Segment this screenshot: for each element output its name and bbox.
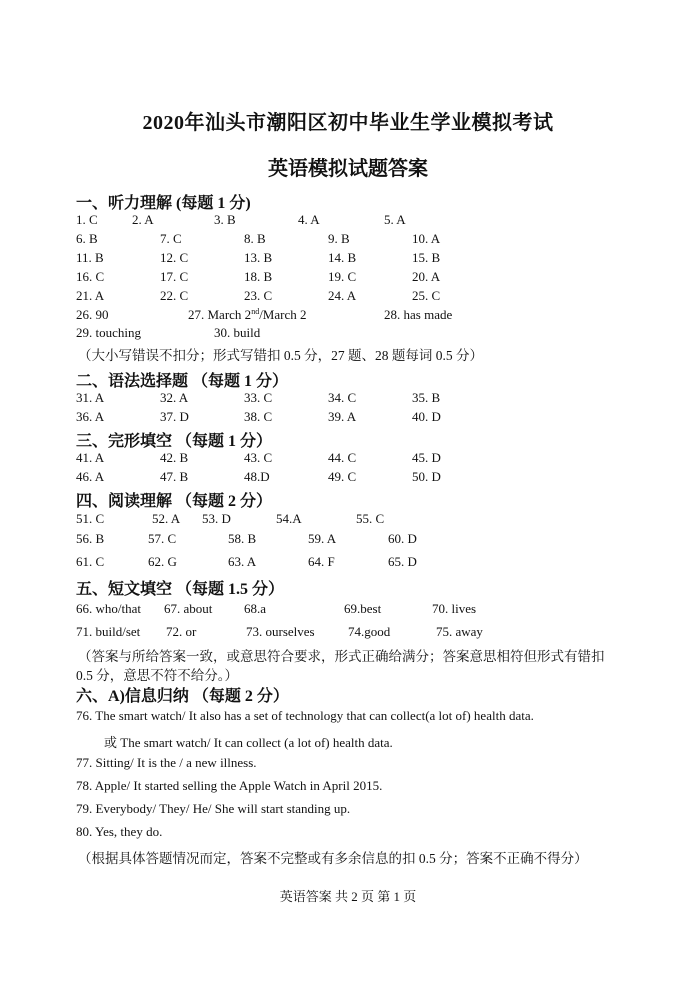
answer-item: 58. B bbox=[228, 531, 257, 546]
answer-item: 41. A bbox=[76, 450, 105, 465]
answer-item: 20. A bbox=[412, 269, 441, 284]
answer-item: 50. D bbox=[412, 469, 441, 484]
answer-item: 47. B bbox=[160, 469, 189, 484]
answer-item: 29. touching bbox=[76, 325, 141, 340]
answer-item: 75. away bbox=[436, 624, 483, 639]
page-footer: 英语答案 共 2 页 第 1 页 bbox=[279, 889, 417, 904]
answer-item: 18. B bbox=[244, 269, 273, 284]
answer-item: 32. A bbox=[160, 390, 189, 405]
scoring-note-cont: 0.5 分，意思不符不给分。） bbox=[76, 668, 238, 683]
scoring-note: （答案与所给答案一致，或意思符合要求，形式正确给满分；答案意思相符但形式有错扣 bbox=[78, 649, 605, 664]
answer-item: 60. D bbox=[388, 531, 417, 546]
answer-item: 52. A bbox=[152, 511, 181, 526]
answer-item: 12. C bbox=[160, 250, 189, 265]
answer-text: 27. March 2 bbox=[188, 307, 252, 322]
page-title: 2020年汕头市潮阳区初中毕业生学业模拟考试 bbox=[142, 112, 554, 134]
answer-item: 71. build/set bbox=[76, 624, 141, 639]
answer-item: 74.good bbox=[348, 624, 391, 639]
answer-item: 66. who/that bbox=[76, 601, 141, 616]
answer-line: 80. Yes, they do. bbox=[76, 824, 163, 839]
answer-item: 69.best bbox=[344, 601, 382, 616]
answer-item: 44. C bbox=[328, 450, 357, 465]
answer-item: 48.D bbox=[244, 469, 270, 484]
answer-item: 73. ourselves bbox=[246, 624, 315, 639]
answer-item: 1. C bbox=[76, 212, 98, 227]
answer-text: /March 2 bbox=[259, 307, 307, 322]
answer-item: 22. C bbox=[160, 288, 189, 303]
answer-item: 10. A bbox=[412, 231, 441, 246]
answer-line: 78. Apple/ It started selling the Apple Watch in April 2015. bbox=[76, 778, 383, 793]
scoring-note: （大小写错误不扣分；形式写错扣 0.5 分，27 题、28 题每词 0.5 分） bbox=[78, 348, 483, 363]
answer-item: 56. B bbox=[76, 531, 105, 546]
answer-item: 28. has made bbox=[384, 307, 453, 322]
answer-item: 46. A bbox=[76, 469, 105, 484]
answer-item: 21. A bbox=[76, 288, 105, 303]
answer-item: 16. C bbox=[76, 269, 105, 284]
answer-item: 3. B bbox=[214, 212, 236, 227]
answer-item: 37. D bbox=[160, 409, 189, 424]
answer-item: 31. A bbox=[76, 390, 105, 405]
answer-item: 26. 90 bbox=[76, 307, 109, 322]
answer-item: 7. C bbox=[160, 231, 182, 246]
answer-item: 30. build bbox=[214, 325, 261, 340]
answer-line: 77. Sitting/ It is the / a new illness. bbox=[76, 755, 257, 770]
answer-item: 55. C bbox=[356, 511, 385, 526]
answer-item: 51. C bbox=[76, 511, 105, 526]
answer-item: 5. A bbox=[384, 212, 406, 227]
answer-item: 33. C bbox=[244, 390, 273, 405]
answer-item: 13. B bbox=[244, 250, 273, 265]
section-heading-cloze: 三、完形填空 （每题 1 分） bbox=[76, 433, 273, 450]
page-subtitle: 英语模拟试题答案 bbox=[268, 158, 428, 180]
answer-item: 17. C bbox=[160, 269, 189, 284]
answer-item: 24. A bbox=[328, 288, 357, 303]
answer-item: 65. D bbox=[388, 554, 417, 569]
answer-item: 23. C bbox=[244, 288, 273, 303]
answer-item: 14. B bbox=[328, 250, 357, 265]
answer-item: 15. B bbox=[412, 250, 441, 265]
answer-item: 49. C bbox=[328, 469, 357, 484]
answer-item: 45. D bbox=[412, 450, 441, 465]
answer-item: 57. C bbox=[148, 531, 177, 546]
answer-item: 19. C bbox=[328, 269, 357, 284]
answer-line: 79. Everybody/ They/ He/ She will start standing up. bbox=[76, 801, 351, 816]
answer-item: 67. about bbox=[164, 601, 213, 616]
answer-item: 62. G bbox=[148, 554, 177, 569]
answer-item: 70. lives bbox=[432, 601, 477, 616]
answer-item: 72. or bbox=[166, 624, 197, 639]
section-heading-fill-blank: 五、短文填空 （每题 1.5 分） bbox=[76, 581, 285, 598]
answer-item: 42. B bbox=[160, 450, 189, 465]
answer-item bbox=[188, 307, 306, 323]
answer-item: 11. B bbox=[76, 250, 104, 265]
answer-item: 4. A bbox=[298, 212, 320, 227]
section-heading-info-summary: 六、A)信息归纳 （每题 2 分） bbox=[76, 688, 289, 705]
answer-item: 34. C bbox=[328, 390, 357, 405]
answer-item: 36. A bbox=[76, 409, 105, 424]
answer-item: 9. B bbox=[328, 231, 350, 246]
scoring-note: （根据具体答题情况而定，答案不完整或有多余信息的扣 0.5 分；答案不正确不得分） bbox=[78, 851, 588, 866]
answer-item: 63. A bbox=[228, 554, 257, 569]
answer-item: 8. B bbox=[244, 231, 266, 246]
answer-item: 43. C bbox=[244, 450, 273, 465]
answer-item: 54.A bbox=[276, 511, 302, 526]
answer-item: 6. B bbox=[76, 231, 98, 246]
answer-item: 64. F bbox=[308, 554, 335, 569]
answer-item: 2. A bbox=[132, 212, 154, 227]
ordinal-suffix: nd bbox=[251, 307, 260, 316]
answer-line: 或 The smart watch/ It can collect (a lot of) health data. bbox=[104, 735, 393, 750]
section-heading-listening: 一、听力理解 (每题 1 分) bbox=[76, 195, 251, 212]
section-heading-grammar: 二、语法选择题 （每题 1 分） bbox=[76, 373, 289, 390]
answer-item: 59. A bbox=[308, 531, 337, 546]
answer-item: 53. D bbox=[202, 511, 231, 526]
answer-item: 38. C bbox=[244, 409, 273, 424]
section-heading-reading: 四、阅读理解 （每题 2 分） bbox=[76, 493, 273, 510]
answer-item: 40. D bbox=[412, 409, 441, 424]
answer-item: 61. C bbox=[76, 554, 105, 569]
answer-item: 39. A bbox=[328, 409, 357, 424]
answer-item: 68.a bbox=[244, 601, 267, 616]
answer-item: 25. C bbox=[412, 288, 441, 303]
answer-line: 76. The smart watch/ It also has a set of technology that can collect(a lot of) health data. bbox=[76, 708, 534, 723]
answer-item: 35. B bbox=[412, 390, 441, 405]
